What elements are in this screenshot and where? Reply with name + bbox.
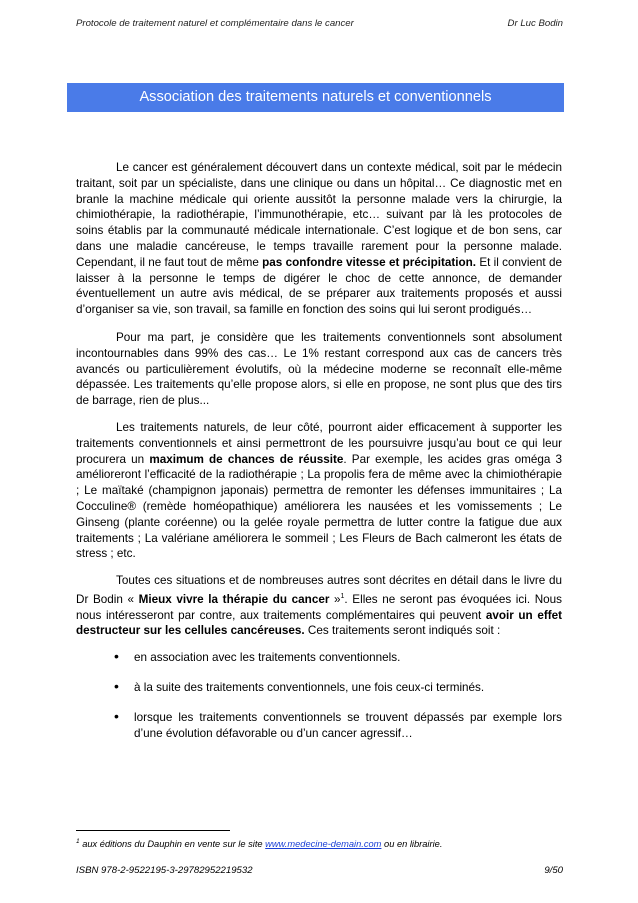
paragraph-4-text-d: . Elles ne seront pas évoquées ici. Nous nous intéresseront par contre, aux traitements complémentaires qui peuvent [76, 592, 562, 622]
header-document-title: Protocole de traitement naturel et complémentaire dans le cancer [76, 18, 354, 29]
page-number: 9/50 [544, 865, 563, 876]
header-author: Dr Luc Bodin [507, 18, 563, 29]
paragraph-3-bold: maximum de chances de réussite [149, 452, 344, 466]
paragraph-1-text-c: Et il convient de laisser à la personne le temps de digérer le choc de cette annonce, de demander éventuellement un autre avis médical, de se préparer aux traitements proposés et aussi d’organiser sa vie, son travail, sa famille en fonction des soins qui lui seront prodigués… [76, 255, 562, 317]
section-title-banner [67, 83, 564, 112]
footnote-marker: 1 [76, 838, 80, 845]
paragraph-3 [76, 420, 562, 562]
footnote-text-after: ou en librairie. [381, 839, 443, 850]
paragraph-4-text-f: Ces traitements seront indiqués soit : [304, 624, 501, 638]
footer-isbn: ISBN 978-2-9522195-3-29782952219532 [76, 865, 253, 876]
body-text [76, 160, 562, 755]
footnote-text-before: aux éditions du Dauphin en vente sur le site [79, 839, 266, 850]
paragraph-1-bold: pas confondre vitesse et précipitation. [262, 255, 477, 269]
paragraph-4-text-a: Toutes ces situations et de nombreuses autres sont décrites en détail dans le livre du Dr Bodin « [76, 574, 562, 606]
paragraph-4-bold: avoir un effet destructeur sur les cellules cancéreuses. [76, 608, 562, 638]
footnote-reference: 1 [340, 592, 345, 600]
footnote-divider [76, 830, 230, 831]
section-title: Association des traitements naturels et conventionnels [139, 89, 492, 105]
paragraph-1 [76, 160, 562, 318]
list-item: • à la suite des traitements conventionnels, une fois ceux-ci terminés. [116, 680, 562, 696]
bullet-list [76, 650, 562, 741]
paragraph-1-text-a: Le cancer est généralement découvert dans un contexte médical, soit par le médecin traitant, soit par un spécialiste, dans une clinique ou dans un hôpital… Ce diagnostic met en branle la machine médicale qui oriente aussitôt la personne malade vers la chirurgie, la chimiothérapie, la radiothérapie, l’immunothérapie, etc… suivant par là les protocoles de soins établis par la communauté médicale internationale. C’est logique et de bon sens, car dans une maladie cancéreuse, le temps travaille rarement pour la personne malade. Cependant, il ne faut tout de même [76, 161, 562, 269]
paragraph-4 [76, 573, 562, 639]
paragraph-3-text-a: Les traitements naturels, de leur côté, pourront aider efficacement à supporter les traitements conventionnels et ainsi permettront de les poursuivre jusqu’au bout ce qui leur procurera un [76, 420, 562, 466]
book-title: Mieux vivre la thérapie du cancer [138, 592, 330, 606]
footnote [76, 838, 566, 849]
paragraph-4-text-c: » [329, 592, 341, 606]
paragraph-2: Pour ma part, je considère que les traitements conventionnels sont absolument incontournables dans 99% des cas… Le 1% restant correspond aux cas de cancers très avancés ou particulièrement évolutifs, où la médecine moderne se reconnaît elle-même dépassée. Les traitements qu’elle propose alors, si elle en propose, ne sont plus que des tirs de barrage, rien de plus... [76, 330, 562, 408]
list-item: • lorsque les traitements conventionnels se trouvent dépassés par exemple lors d’une évolution défavorable ou d’un cancer agressif… [116, 710, 562, 742]
list-item: • en association avec les traitements conventionnels. [116, 650, 562, 666]
footnote-link[interactable]: www.medecine-demain.com [265, 839, 382, 850]
paragraph-3-text-c: . Par exemple, les acides gras oméga 3 amélioreront l’efficacité de la radiothérapie ; La propolis fera de même avec la chimiothérapie ; Le maïtaké (champignon japonais) permettra de remonter les défenses immunitaires ; La Cocculine® (remède homéopathique) améliorera les nausées et les vomissements ; Le Ginseng (plante coréenne) ou la gelée royale permettra de lutter contre la fatigue due aux traitements ; La valériane améliorera le sommeil ; Les Fleurs de Bach calmeront les états de stress ; etc. [76, 452, 563, 561]
